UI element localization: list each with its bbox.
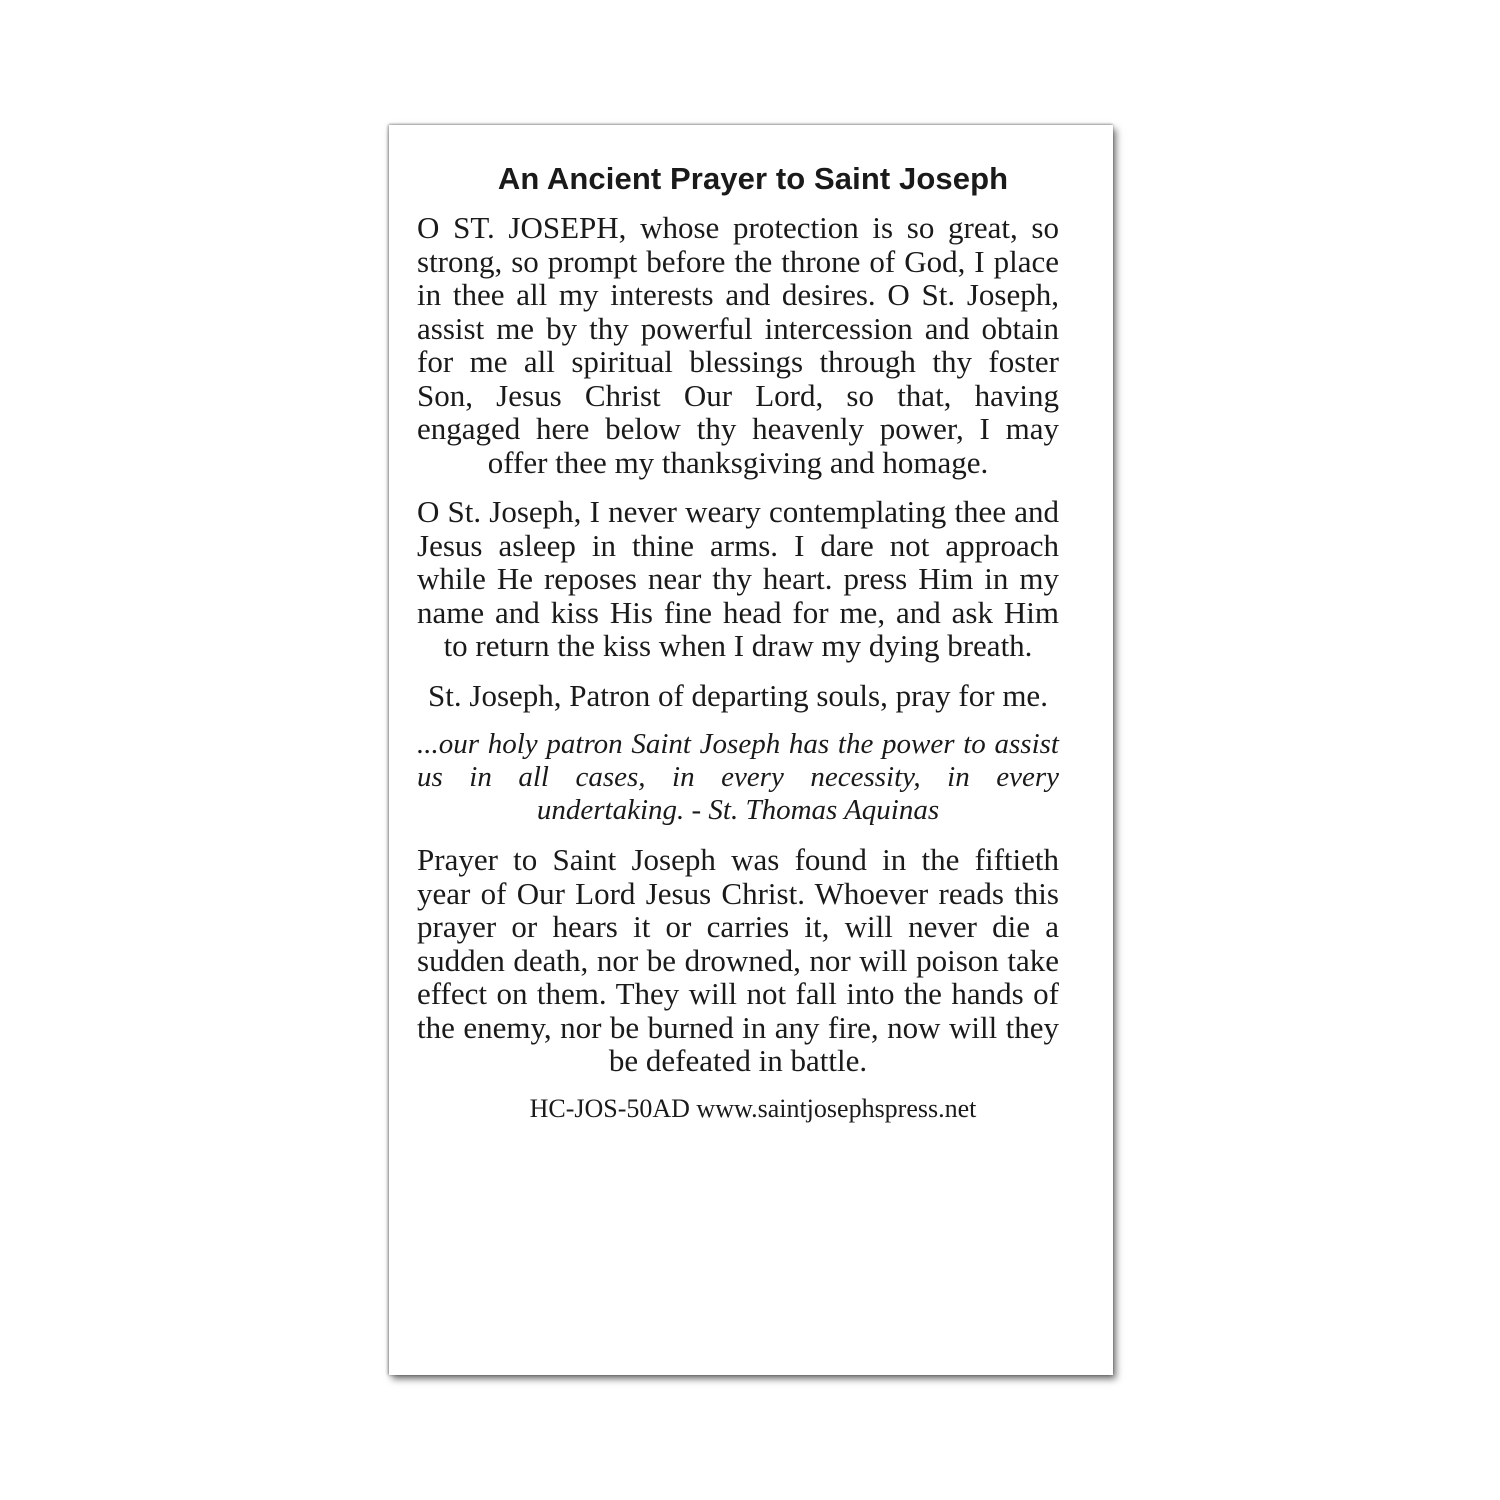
closing-paragraph: Prayer to Saint Joseph was found in the fiftieth year of Our Lord Jesus Christ. Whoever reads this prayer or hears it or carries it, will never die a sudden death, nor be drowned, nor will poison take effect on them. They will not fall into the hands of the enemy, nor be burned in any fire, now will they be defeated in battle. bbox=[417, 842, 1059, 1078]
prayer-paragraph-1: O ST. JOSEPH, whose protection is so great, so strong, so prompt before the throne of God, I place in thee all my interests and desires. O St. Joseph, assist me by thy powerful intercession and obtain for me all spiritual blessings through thy foster Son, Jesus Christ Our Lord, so that, having engaged here below thy heavenly power, I may offer thee my thanksgiving and homage. bbox=[417, 210, 1059, 480]
prayer-paragraph-3: St. Joseph, Patron of departing souls, pray for me. bbox=[428, 677, 1048, 713]
aquinas-quote: ...our holy patron Saint Joseph has the power to assist us in all cases, in every necessity, in every undertaking. - St. Thomas Aquinas bbox=[417, 728, 1059, 826]
prayer-title: An Ancient Prayer to Saint Joseph bbox=[497, 161, 1009, 196]
prayer-card bbox=[389, 125, 1113, 1375]
publisher-footer: HC-JOS-50AD www.saintjosephspress.net bbox=[529, 1093, 977, 1123]
prayer-card-content bbox=[417, 161, 1059, 1124]
prayer-paragraph-2: O St. Joseph, I never weary contemplating thee and Jesus asleep in thine arms. I dare not approach while He reposes near thy heart. press Him in my name and kiss His fine head for me, and ask Him to return the kiss when I draw my dying breath. bbox=[417, 494, 1059, 663]
